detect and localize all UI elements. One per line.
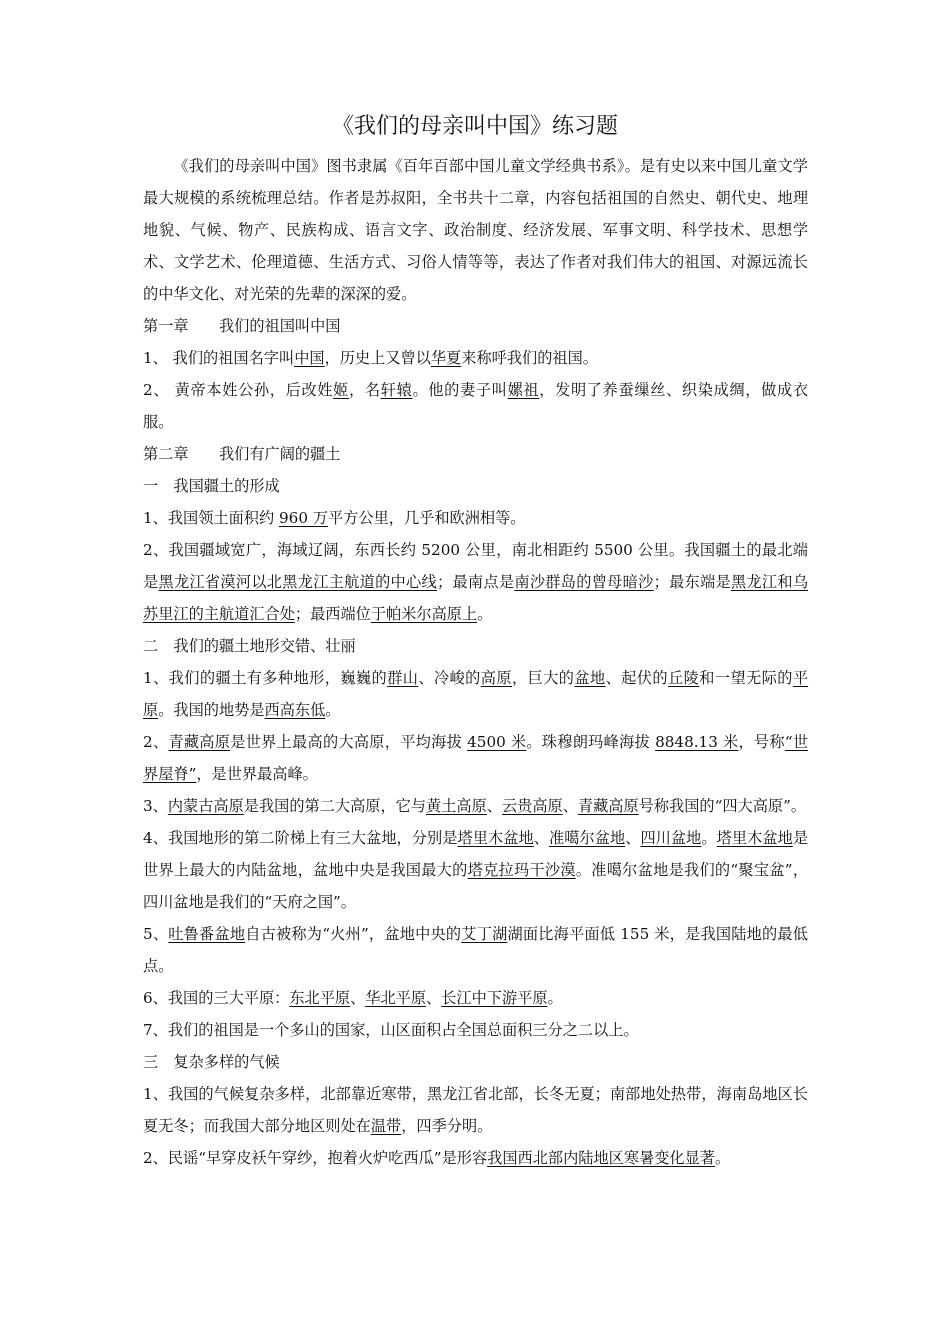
paragraph [143, 310, 808, 342]
paragraph [143, 1078, 808, 1142]
underlined-answer: 嫘祖 [507, 381, 540, 399]
underlined-answer: 黄土高原 [426, 797, 487, 815]
text-segment: 5、 [143, 925, 169, 943]
text-segment: 和一望无际的 [699, 669, 793, 687]
text-segment: 湖面比海平面低 155 米，是我国陆地的最低点。 [143, 925, 808, 975]
paragraph [143, 342, 808, 374]
underlined-answer: 塔里木盆地 [716, 829, 793, 847]
underlined-answer: 长江中下游平原 [441, 989, 548, 1007]
text-segment: 第一章 我们的祖国叫中国 [143, 317, 341, 335]
text-segment: 、 [350, 989, 366, 1007]
document-body [143, 150, 808, 1174]
underlined-answer: 轩辕 [380, 381, 413, 399]
underlined-answer: 黑龙江和乌苏里江的主航道汇合处 [143, 573, 809, 623]
text-segment: 、 [625, 829, 641, 847]
underlined-answer: 准噶尔盆地 [548, 829, 626, 847]
underlined-answer: 东北平原 [289, 989, 351, 1007]
text-segment: 4、我国地形的第二阶梯上有三大盆地，分别是 [143, 829, 458, 847]
text-segment: 。他的妻子叫 [412, 381, 508, 399]
underlined-answer: 姬 [333, 381, 350, 399]
underlined-answer: 我国西北部内陆地区寒暑变化显著 [487, 1149, 715, 1167]
text-segment: 平方公里，几乎和欧洲相等。 [328, 509, 526, 527]
underlined-answer: 西高东低 [264, 701, 326, 719]
text-segment: 6、我国的三大平原： [143, 989, 290, 1007]
underlined-answer: 四川盆地 [640, 829, 702, 847]
underlined-answer: 平原 [143, 669, 809, 719]
text-segment: ；最西端位 [294, 605, 371, 623]
document-title: 《我们的母亲叫中国》练习题 [331, 114, 618, 139]
paragraph [143, 470, 808, 502]
text-segment: 1、 我们的祖国名字叫 [143, 349, 295, 367]
paragraph [143, 438, 808, 470]
text-segment: 1、我国的气候复杂多样，北部靠近寒带，黑龙江省北部，长冬无夏；南部地处热带，海南岛地区长夏无冬；而我国大部分地区则处在 [143, 1085, 808, 1135]
underlined-answer: 960 万 [279, 509, 329, 527]
underlined-answer: 塔里木盆地 [457, 829, 534, 847]
paragraph [143, 982, 808, 1014]
text-segment: 。准噶尔盆地是我们的“聚宝盆”，四川盆地是我们的“天府之国”。 [143, 861, 809, 911]
paragraph [143, 918, 808, 982]
text-segment: ，历史上又曾以 [324, 349, 431, 367]
text-segment: ，发明了养蚕缫丝、织染成绸，做成衣服。 [143, 381, 809, 431]
text-segment: ，号称 [738, 733, 785, 751]
underlined-answer: 南沙群岛的曾母暗沙 [514, 573, 654, 591]
text-segment: 、 [562, 797, 578, 815]
text-segment: ；最南点是 [436, 573, 515, 591]
underlined-answer: 于帕米尔高原上 [370, 605, 478, 623]
text-segment: ，四季分明。 [401, 1117, 493, 1135]
text-segment: 。 [477, 605, 493, 623]
text-segment: 。 [701, 829, 717, 847]
text-segment: ，名 [349, 381, 381, 399]
underlined-answer: 中国 [294, 349, 325, 367]
text-segment: 是我国的第二大高原，它与 [243, 797, 427, 815]
underlined-answer: 温带 [370, 1117, 402, 1135]
text-segment: 。珠穆朗玛峰海拔 [526, 733, 656, 751]
text-segment: 1、我国领土面积约 [143, 509, 279, 527]
underlined-answer: 华夏 [430, 349, 462, 367]
underlined-answer: 8848.13 米 [655, 733, 739, 751]
text-segment: 是世界上最大的内陆盆地，盆地中央是我国最大的 [143, 829, 809, 879]
text-segment: 、 [486, 797, 502, 815]
underlined-answer: 塔克拉玛干沙漠 [467, 861, 576, 879]
paragraph [143, 1142, 808, 1174]
text-segment: 、冷峻的 [418, 669, 481, 687]
paragraph [143, 726, 808, 790]
text-segment: 2、民谣“早穿皮袄午穿纱，抱着火炉吃西瓜”是形容 [143, 1149, 488, 1167]
paragraph [143, 1014, 808, 1046]
underlined-answer: 华北平原 [365, 989, 427, 1007]
text-segment: 2、 [143, 733, 169, 751]
underlined-answer: 丘陵 [668, 669, 700, 687]
text-segment: 是世界上最高的大高原，平均海拔 [230, 733, 468, 751]
underlined-answer: 盆地 [574, 669, 606, 687]
text-segment: 号称我国的“四大高原”。 [638, 797, 807, 815]
text-segment: 、 [533, 829, 549, 847]
text-segment: 二 我们的疆土地形交错、壮丽 [143, 637, 356, 655]
text-segment: 三 复杂多样的气候 [143, 1053, 280, 1071]
text-segment: 、起伏的 [605, 669, 669, 687]
paragraph [143, 502, 808, 534]
text-segment: 。我国的地势是 [158, 701, 265, 719]
paragraph [143, 374, 808, 438]
underlined-answer: 云贵高原 [501, 797, 563, 815]
underlined-answer: 艾丁湖 [461, 925, 508, 943]
text-segment: 。 [714, 1149, 731, 1167]
paragraph [143, 790, 808, 822]
text-segment: 3、 [143, 797, 168, 815]
text-segment: 、 [426, 989, 442, 1007]
text-segment: 一 我国疆土的形成 [143, 477, 280, 495]
underlined-answer: 高原 [480, 669, 512, 687]
text-segment: 2、 黄帝本姓公孙，后改姓 [143, 381, 334, 399]
text-segment: 7、我们的祖国是一个多山的国家，山区面积占全国总面积三分之二以上。 [143, 1021, 639, 1039]
text-segment: ，巨大的 [511, 669, 575, 687]
paragraph [143, 822, 808, 918]
paragraph [143, 630, 808, 662]
underlined-answer: 吐鲁番盆地 [168, 925, 246, 943]
underlined-answer: 黑龙江省漠河以北黑龙江主航道的中心线 [158, 573, 437, 591]
paragraph [143, 150, 808, 310]
underlined-answer: “世界屋脊” [143, 733, 809, 783]
underlined-answer: 群山 [387, 669, 419, 687]
underlined-answer: 4500 米 [467, 733, 527, 751]
paragraph [143, 1046, 808, 1078]
paragraph [143, 534, 808, 630]
text-segment: 自古被称为“火州”，盆地中央的 [245, 925, 462, 943]
text-segment: 2、我国疆域宽广，海域辽阔，东西长约 5200 公里，南北相距约 5500 公里。我国疆土的最北端是 [143, 541, 808, 591]
underlined-answer: 青藏高原 [168, 733, 231, 751]
text-segment: 第二章 我们有广阔的疆土 [143, 445, 341, 463]
underlined-answer: 青藏高原 [577, 797, 639, 815]
text-segment: ，是世界最高峰。 [196, 765, 318, 783]
text-segment: ；最东端是 [653, 573, 731, 591]
text-segment: 1、我们的疆土有多种地形，巍巍的 [143, 669, 388, 687]
text-segment: 《我们的母亲叫中国》图书隶属《百年百部中国儿童文学经典书系》。是有史以来中国儿童文学最大规模的系统梳理总结。作者是苏叔阳，全书共十二章，内容包括祖国的自然史、朝代史、地理地貌、气候、物产、民族构成、语言文字、政治制度、经济发展、军事文明、科学技术、思想学术、文学艺术、伦理道德、生活方式、习俗人情等等，表达了作者对我们伟大的祖国、对源远流长的中华文化、对光荣的先辈的深深的爱。 [143, 157, 808, 303]
text-segment: 。 [325, 701, 341, 719]
paragraph [143, 662, 808, 726]
underlined-answer: 内蒙古高原 [167, 797, 244, 815]
text-segment: 来称呼我们的祖国。 [461, 349, 598, 367]
text-segment: 。 [547, 989, 563, 1007]
